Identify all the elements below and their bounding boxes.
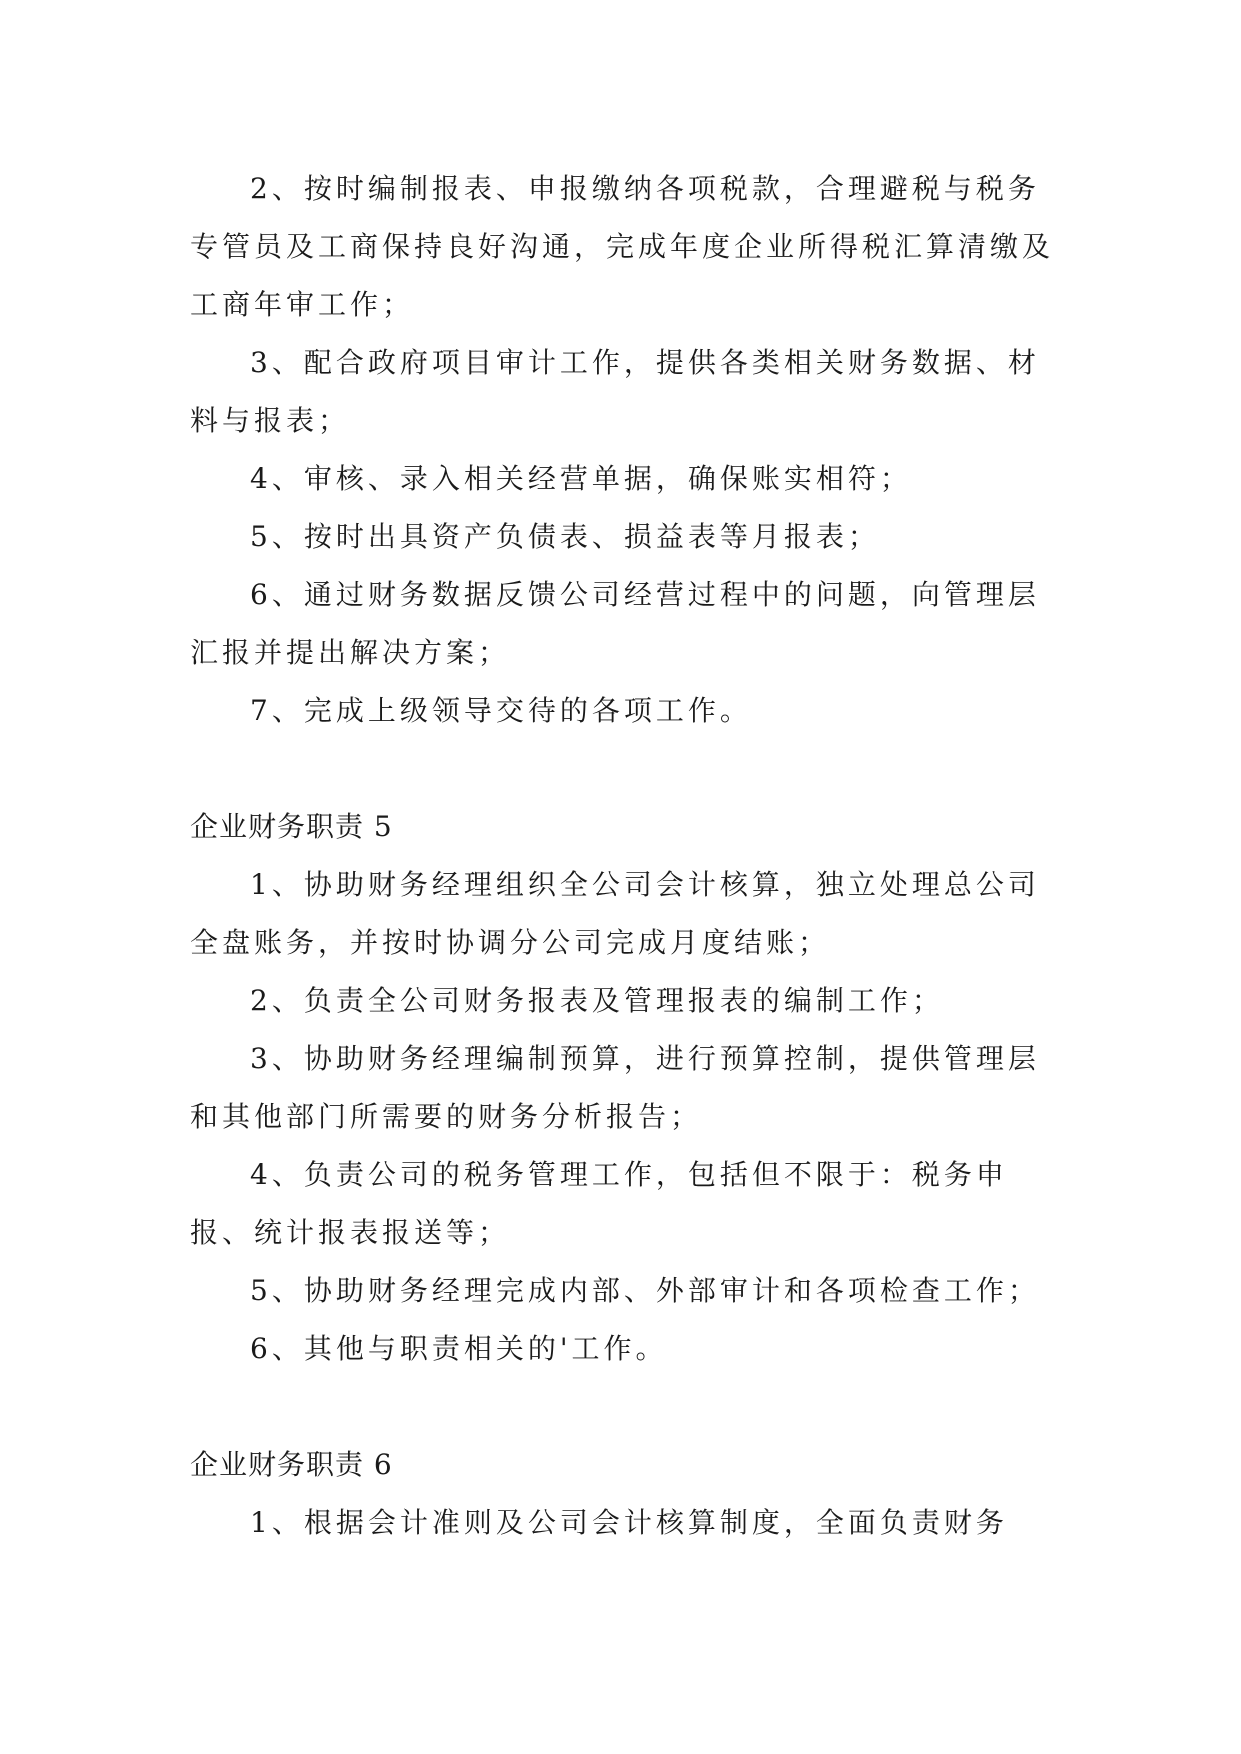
list-item: 3、协助财务经理编制预算，进行预算控制，提供管理层和其他部门所需要的财务分析报告； bbox=[190, 1042, 1040, 1133]
list-item: 2、负责全公司财务报表及管理报表的编制工作； bbox=[250, 984, 944, 1017]
list-item: 5、按时出具资产负债表、损益表等月报表； bbox=[250, 520, 880, 553]
section-spacer bbox=[190, 740, 1070, 798]
list-item: 1、协助财务经理组织全公司会计核算，独立处理总公司全盘账务，并按时协调分公司完成月度结账； bbox=[190, 868, 1040, 959]
section-spacer bbox=[190, 1378, 1070, 1436]
list-item: 6、其他与职责相关的'工作。 bbox=[250, 1332, 668, 1365]
section-heading-5: 企业财务职责 5 bbox=[190, 810, 393, 843]
list-item: 4、负责公司的税务管理工作，包括但不限于：税务申报、统计报表报送等； bbox=[190, 1158, 1008, 1249]
list-item: 6、通过财务数据反馈公司经营过程中的问题，向管理层汇报并提出解决方案； bbox=[190, 578, 1040, 669]
list-item: 7、完成上级领导交待的各项工作。 bbox=[250, 694, 752, 727]
list-item: 1、根据会计准则及公司会计核算制度，全面负责财务 bbox=[250, 1506, 1008, 1539]
section-heading-6: 企业财务职责 6 bbox=[190, 1448, 393, 1481]
list-item: 5、协助财务经理完成内部、外部审计和各项检查工作； bbox=[250, 1274, 1040, 1307]
list-item: 4、审核、录入相关经营单据，确保账实相符； bbox=[250, 462, 912, 495]
list-item: 2、按时编制报表、申报缴纳各项税款，合理避税与税务专管员及工商保持良好沟通，完成年度企业所得税汇算清缴及工商年审工作； bbox=[190, 172, 1055, 321]
list-item: 3、配合政府项目审计工作，提供各类相关财务数据、材料与报表； bbox=[190, 346, 1040, 437]
document-body bbox=[190, 160, 1070, 1552]
